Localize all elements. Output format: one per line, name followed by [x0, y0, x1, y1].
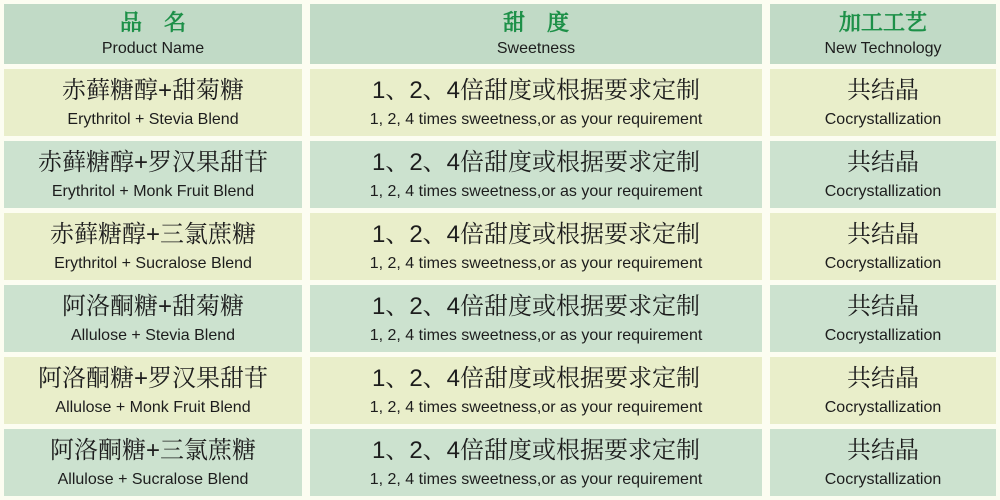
product-zh: 阿洛酮糖+甜菊糖: [61, 292, 244, 320]
product-cell-row2: [4, 141, 302, 208]
process-cell-row6: [770, 429, 996, 496]
product-en: Allulose + Sucralose Blend: [57, 470, 249, 488]
sweetness-cell-row5: [310, 357, 762, 424]
header-product-name-en: Product Name: [101, 40, 205, 58]
sweetness-cell-row1: [310, 69, 762, 136]
sweetness-en: 1, 2, 4 times sweetness,or as your requirement: [369, 254, 703, 272]
sweetness-en: 1, 2, 4 times sweetness,or as your requirement: [369, 110, 703, 128]
process-zh: 共结晶: [847, 292, 919, 320]
product-cell-row6: [4, 429, 302, 496]
sweetness-cell-row2: [310, 141, 762, 208]
header-product-name-zh: 品 名: [119, 9, 186, 35]
sweetness-zh: 1、2、4倍甜度或根据要求定制: [371, 436, 701, 464]
header-technology-zh: 加工工艺: [838, 9, 927, 35]
product-zh: 赤藓糖醇+三氯蔗糖: [49, 220, 256, 248]
process-zh: 共结晶: [847, 436, 919, 464]
process-cell-row1: [770, 69, 996, 136]
process-en: Cocrystallization: [824, 182, 942, 200]
sweetness-zh: 1、2、4倍甜度或根据要求定制: [371, 292, 701, 320]
sweetness-cell-row3: [310, 213, 762, 280]
sweetness-en: 1, 2, 4 times sweetness,or as your requirement: [369, 470, 703, 488]
sweetness-cell-row4: [310, 285, 762, 352]
sweetness-zh: 1、2、4倍甜度或根据要求定制: [371, 76, 701, 104]
process-zh: 共结晶: [847, 76, 919, 104]
product-zh: 阿洛酮糖+三氯蔗糖: [49, 436, 256, 464]
header-sweetness-zh: 甜 度: [502, 9, 569, 35]
product-cell-row1: [4, 69, 302, 136]
header-technology: [770, 4, 996, 64]
product-en: Erythritol + Monk Fruit Blend: [51, 182, 255, 200]
process-cell-row2: [770, 141, 996, 208]
product-zh: 阿洛酮糖+罗汉果甜苷: [37, 364, 268, 392]
product-en: Erythritol + Stevia Blend: [67, 110, 239, 128]
product-zh: 赤藓糖醇+甜菊糖: [61, 76, 244, 104]
header-sweetness-en: Sweetness: [496, 40, 576, 58]
sweetness-en: 1, 2, 4 times sweetness,or as your requirement: [369, 326, 703, 344]
product-cell-row3: [4, 213, 302, 280]
header-technology-en: New Technology: [824, 40, 942, 58]
sweetness-cell-row6: [310, 429, 762, 496]
sweetness-zh: 1、2、4倍甜度或根据要求定制: [371, 148, 701, 176]
process-zh: 共结晶: [847, 364, 919, 392]
header-sweetness: [310, 4, 762, 64]
product-zh: 赤藓糖醇+罗汉果甜苷: [37, 148, 268, 176]
sweetness-en: 1, 2, 4 times sweetness,or as your requirement: [369, 398, 703, 416]
product-cell-row4: [4, 285, 302, 352]
process-zh: 共结晶: [847, 220, 919, 248]
process-zh: 共结晶: [847, 148, 919, 176]
process-en: Cocrystallization: [824, 110, 942, 128]
process-en: Cocrystallization: [824, 398, 942, 416]
process-cell-row4: [770, 285, 996, 352]
product-cell-row5: [4, 357, 302, 424]
sweetness-en: 1, 2, 4 times sweetness,or as your requirement: [369, 182, 703, 200]
sweetness-zh: 1、2、4倍甜度或根据要求定制: [371, 364, 701, 392]
product-en: Allulose + Stevia Blend: [70, 326, 236, 344]
product-en: Allulose + Monk Fruit Blend: [55, 398, 251, 416]
product-en: Erythritol + Sucralose Blend: [54, 254, 252, 272]
process-en: Cocrystallization: [824, 254, 942, 272]
process-cell-row3: [770, 213, 996, 280]
sweetness-zh: 1、2、4倍甜度或根据要求定制: [371, 220, 701, 248]
header-product-name: [4, 4, 302, 64]
process-en: Cocrystallization: [824, 326, 942, 344]
process-cell-row5: [770, 357, 996, 424]
process-en: Cocrystallization: [824, 470, 942, 488]
